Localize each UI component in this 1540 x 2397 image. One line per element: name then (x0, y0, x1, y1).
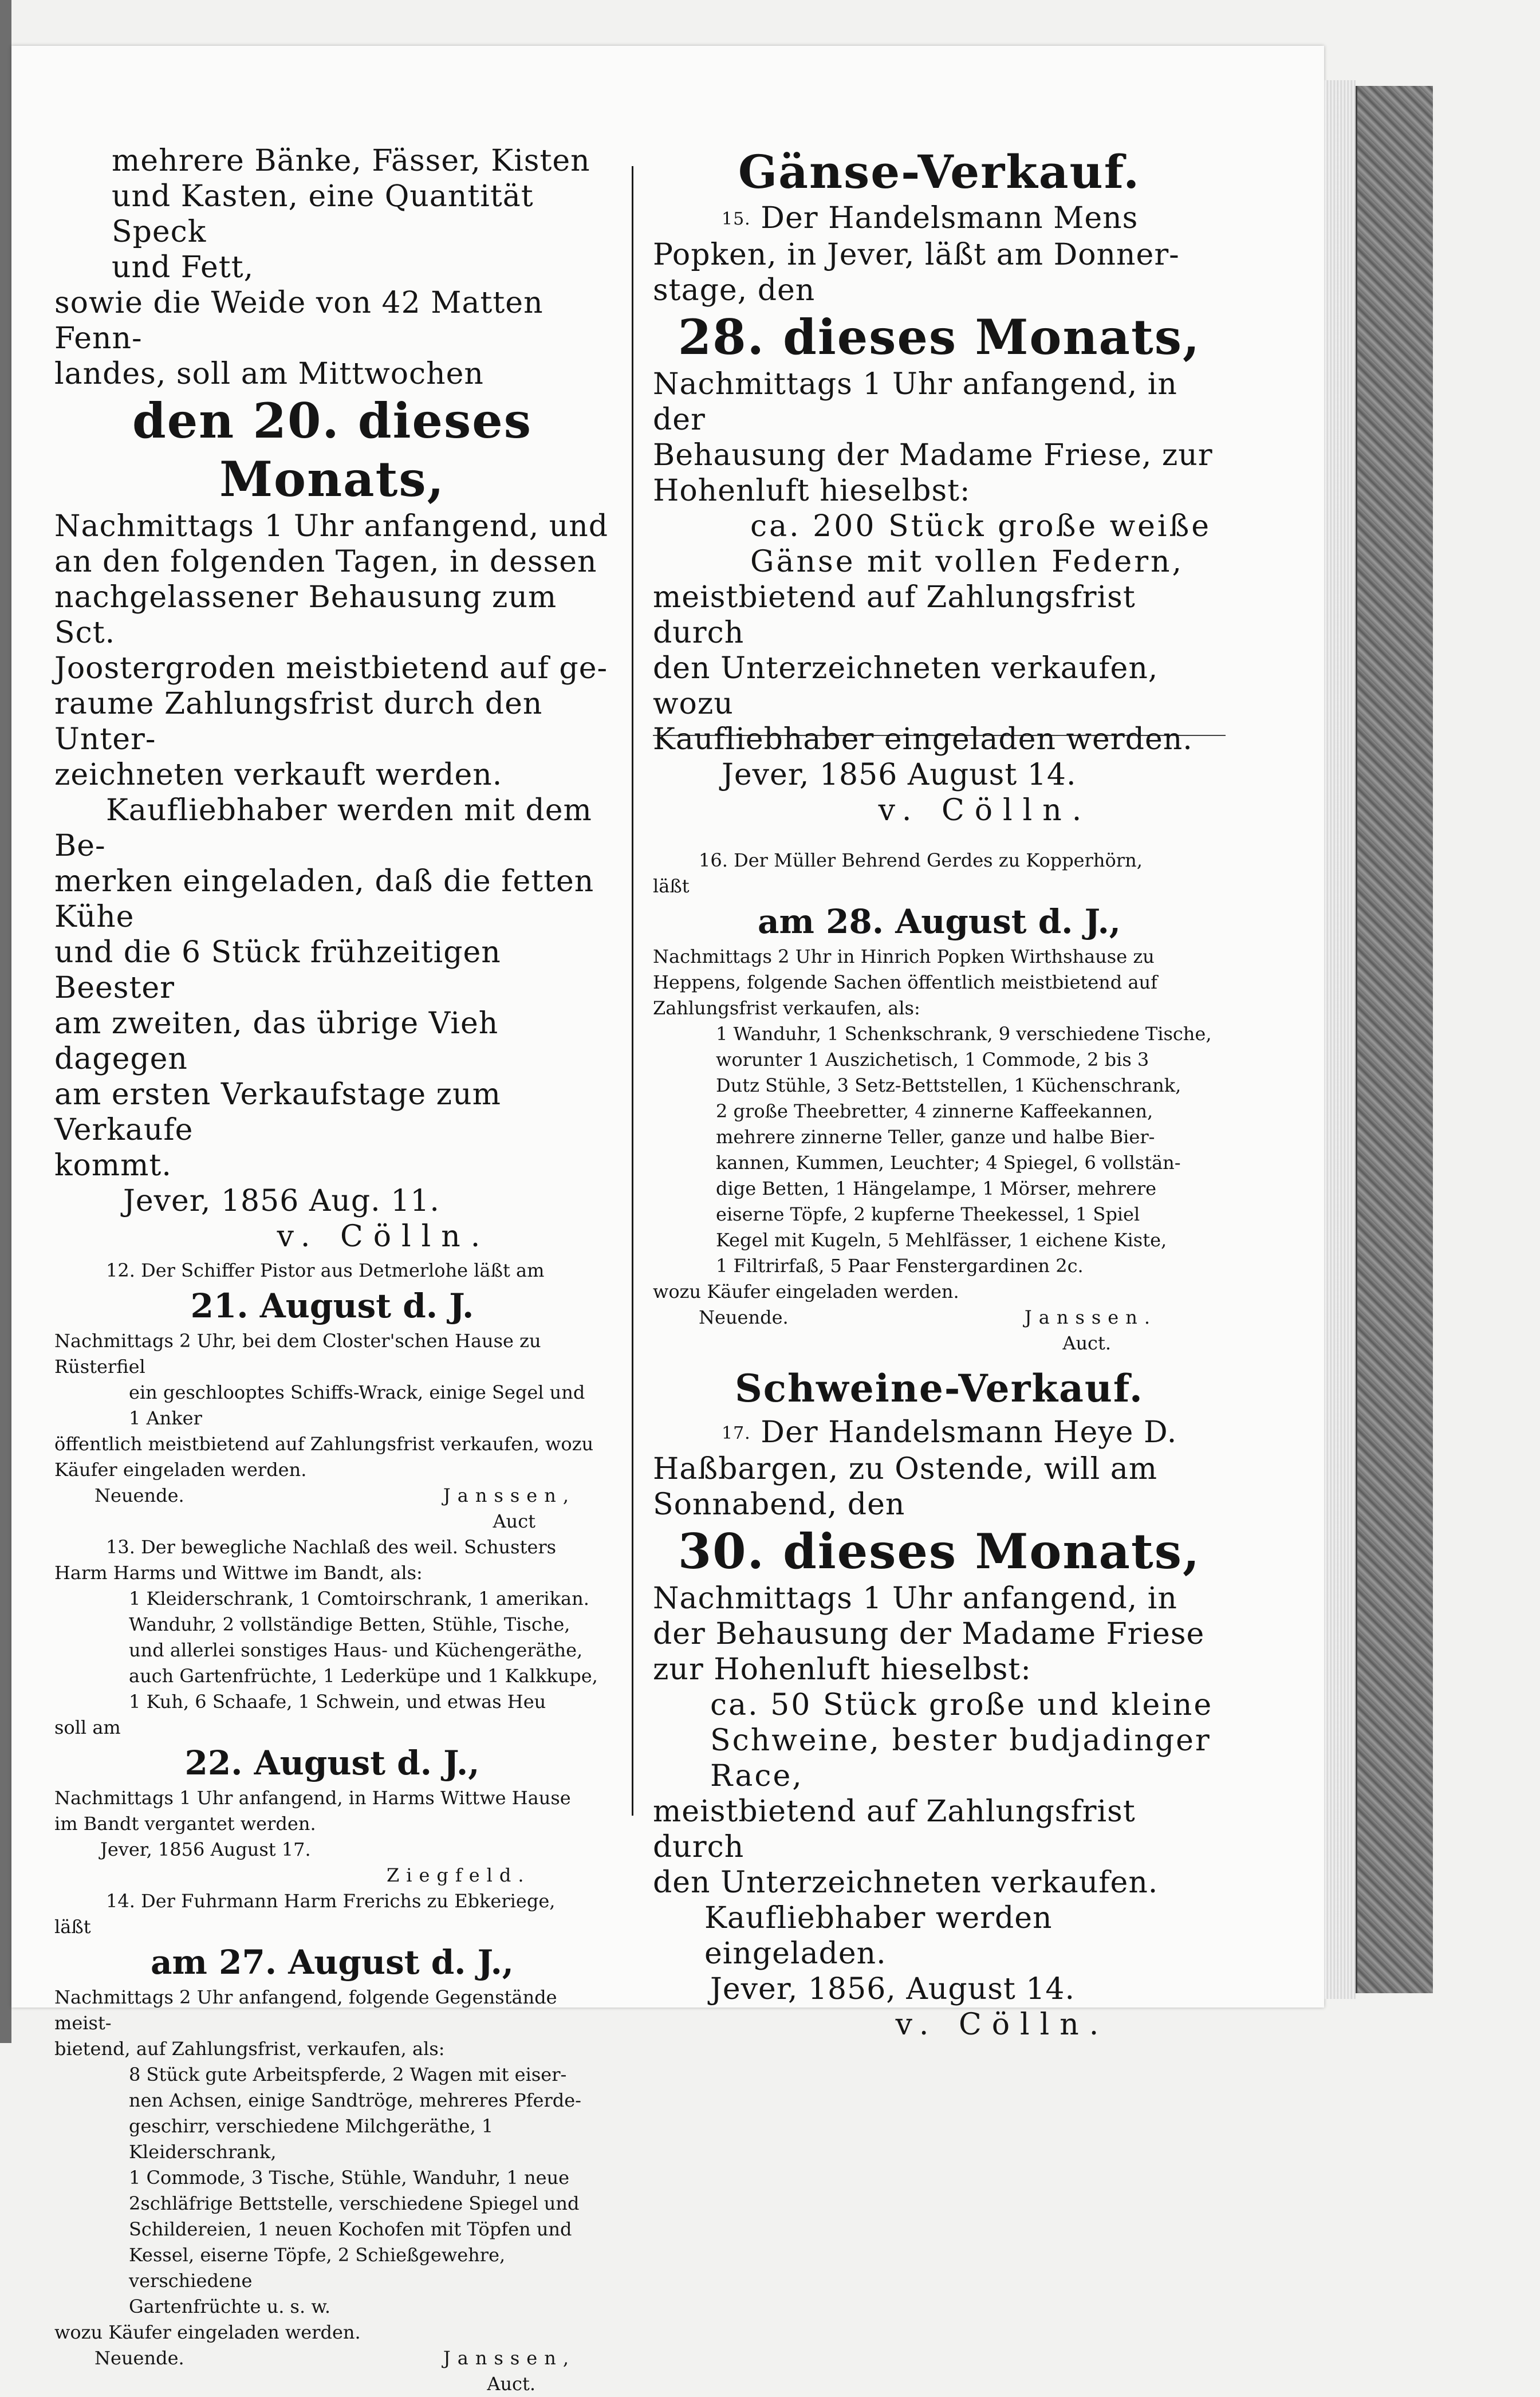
notice-17-terms: Nachmittags 1 Uhr anfangend, in der Behausung der Madame Friese zur Hohenluft hieselbst: (653, 1581, 1205, 1687)
continued-body: sowie die Weide von 42 Matten Fenn- landes, soll am Mittwochen (54, 286, 543, 391)
notice-16-signature: Janssen. (1024, 1306, 1157, 1328)
notice-15-signature: v. Cölln. (878, 793, 1092, 828)
notice-12-signature: Janssen, (443, 1485, 576, 1506)
notice-12-date: 21. August d. J. (190, 1286, 474, 1325)
book-cover (1356, 86, 1433, 1993)
notice-15-title: Gänse-Verkauf. (738, 145, 1141, 199)
notice-16-signature-row (653, 1305, 1226, 1331)
notice-12-items: ein geschlooptes Schiffs-Wrack, einige Segel und 1 Anker (129, 1381, 585, 1429)
notice-14-items: 8 Stück gute Arbeitspferde, 2 Wagen mit eiser- nen Achsen, einige Sandtröge, mehreres Pferde- geschirr, verschiedene Milchgeräthe, 1 Kleiderschrank, 1 Commode, 3 Tische, Stühle, Wanduhr, 1 neue 2schläfrige Bettstelle, verschiedene Spiegel und Schildereien, 1 neuen Kochofen mit Töpfen und Kessel, eiserne Töpfe, 2 Schießgewehre, verschiedene Gartenfrüchte u. s. w. (129, 2064, 581, 2317)
left-column (54, 143, 610, 2397)
continued-place-date: Jever, 1856 Aug. 11. (123, 1184, 440, 1218)
notice-13-date: 22. August d. J., (184, 1743, 480, 1782)
notice-12-sale: öffentlich meistbietend auf Zahlungsfrist verkaufen, wozu Käufer eingeladen werden. (54, 1433, 594, 1481)
notice-12-intro (54, 1258, 610, 1284)
notice-16-intro (653, 848, 1226, 899)
notice-14-intro (54, 1888, 610, 1940)
notice-14-intro-text: Der Fuhrmann Harm Frerichs zu Ebkeriege, läßt (54, 1890, 556, 1938)
notice-17-date-heading: 30. dieses Monats, (678, 1523, 1201, 1580)
notice-14-closing: wozu Käufer eingeladen werden. (54, 2321, 361, 2343)
notice-17-place-date: Jever, 1856, August 14. (710, 1972, 1075, 2006)
notice-16-place: Neuende. (699, 1306, 789, 1328)
notice-16-intro-text: Der Müller Behrend Gerdes zu Kopperhörn, läßt (653, 849, 1143, 897)
notice-15-intro-rest: Popken, in Jever, läßt am Donner- stage, den (653, 238, 1180, 308)
notice-13-intro (54, 1534, 610, 1586)
notice-14-signature-row (54, 2345, 610, 2371)
notice-12-place: Neuende. (94, 1485, 184, 1506)
notice-13-number: 13. (106, 1536, 135, 1558)
column-rule (632, 166, 633, 1816)
notice-17-number: 17. (722, 1423, 751, 1443)
notice-17-items: ca. 50 Stück große und kleine Schweine, bester budjadinger Race, (710, 1688, 1214, 1793)
notice-15-place-date: Jever, 1856 August 14. (722, 758, 1077, 792)
notice-12-terms: Nachmittags 2 Uhr, bei dem Closter'schen Hause zu Rüsterfiel (54, 1330, 541, 1377)
notice-17-signature: v. Cölln. (895, 2008, 1109, 2042)
notice-14-number: 14. (106, 1890, 135, 1912)
notice-15-intro-first (653, 200, 1226, 237)
notice-14-terms: Nachmittags 2 Uhr anfangend, folgende Gegenstände meist- bietend, auf Zahlungsfrist, verkaufen, als: (54, 1986, 557, 2060)
notice-17-title: Schweine-Verkauf. (735, 1366, 1144, 1411)
notice-15-date-heading: 28. dieses Monats, (678, 309, 1201, 365)
notice-17-intro-first-text: Der Handelsmann Heye D. (761, 1415, 1177, 1450)
notice-13-intro-text: Der bewegliche Nachlaß des weil. Schusters Harm Harms und Wittwe im Bandt, als: (54, 1536, 557, 1584)
notice-15-intro-first-text: Der Handelsmann Mens (761, 201, 1139, 235)
notice-12-role: Auct (493, 1510, 535, 1532)
binding-gutter (0, 0, 11, 2043)
notice-15-number: 15. (722, 209, 751, 229)
notice-14-signature: Janssen, (443, 2347, 576, 2369)
notice-15-sale: meistbietend auf Zahlungsfrist durch den Unterzeichneten verkaufen, wozu Kaufliebhaber eingeladen werden. (653, 580, 1193, 757)
notice-12-intro-text: Der Schiffer Pistor aus Detmerlohe läßt am (141, 1259, 545, 1281)
notice-17-intro-first (653, 1415, 1226, 1451)
notice-16-closing: wozu Käufer eingeladen werden. (653, 1281, 959, 1302)
continued-items: mehrere Bänke, Fässer, Kisten und Kasten, eine Quantität Speck und Fett, (112, 144, 590, 285)
notice-13-terms: Nachmittags 1 Uhr anfangend, in Harms Wittwe Hause im Bandt vergantet werden. (54, 1787, 571, 1835)
right-column (653, 143, 1226, 2042)
continued-note: Kaufliebhaber werden mit dem Be- merken eingeladen, daß die fetten Kühe und die 6 Stück frühzeitigen Beester am zweiten, das übrige Vieh dagegen am ersten Verkaufstage zum Verkaufe kommt. (54, 793, 594, 1183)
notice-13-signature: Ziegfeld. (387, 1864, 531, 1886)
notice-12-number: 12. (106, 1259, 135, 1281)
notice-14-role: Auct. (487, 2373, 535, 2395)
notice-17-sale: meistbietend auf Zahlungsfrist durch den Unterzeichneten verkaufen. (653, 1794, 1159, 1900)
notice-17-invite: Kaufliebhaber werden eingeladen. (704, 1901, 1053, 1971)
notice-15-terms: Nachmittags 1 Uhr anfangend, in der Behausung der Madame Friese, zur Hohenluft hieselbst: (653, 367, 1213, 508)
page-edges (1324, 80, 1356, 1999)
continued-terms: Nachmittags 1 Uhr anfangend, und an den folgenden Tagen, in dessen nachgelassener Behausung zum Sct. Joostergroden meistbietend auf ge- raume Zahlungsfrist durch den Unter- zeichneten verkauft werden. (54, 509, 609, 792)
notice-16-date: am 28. August d. J., (757, 902, 1121, 941)
notice-16-terms: Nachmittags 2 Uhr in Hinrich Popken Wirthshause zu Heppens, folgende Sachen öffentlich meistbietend auf Zahlungsfrist verkaufen, als: (653, 946, 1157, 1019)
notice-15-items: ca. 200 Stück große weiße Gänse mit vollen Federn, (750, 509, 1212, 579)
continued-signature: v. Cölln. (277, 1219, 491, 1254)
notice-16-number: 16. (699, 849, 728, 871)
notice-13-place-date: Jever, 1856 August 17. (100, 1839, 311, 1860)
continued-date-heading: den 20. dieses Monats, (132, 392, 532, 507)
notice-14-date: am 27. August d. J., (150, 1943, 514, 1982)
notice-16-items: 1 Wanduhr, 1 Schenkschrank, 9 verschiedene Tische, worunter 1 Auszichetisch, 1 Commode, 2 bis 3 Dutz Stühle, 3 Setz-Bettstellen, 1 Küchenschrank, 2 große Theebretter, 4 zinnerne Kaffeekannen, mehrere zinnerne Teller, ganze und halbe Bier- kannen, Kummen, Leuchter; 4 Spiegel, 6 vollstän- dige Betten, 1 Hängelampe, 1 Mörser, mehrere eiserne Töpfe, 2 kupferne Theekessel, 1 Spiel Kegel mit Kugeln, 5 Mehlfässer, 1 eichene Kiste, 1 Filtrirfaß, 5 Paar Fenstergardinen 2c. (716, 1023, 1212, 1277)
notice-13-soll: soll am (54, 1717, 121, 1738)
notice-12-signature-row (54, 1483, 610, 1509)
notice-17-intro-rest: Haßbargen, zu Ostende, will am Sonnabend, den (653, 1452, 1158, 1522)
notice-13-items: 1 Kleiderschrank, 1 Comtoirschrank, 1 amerikan. Wanduhr, 2 vollständige Betten, Stühle, Tische, und allerlei sonstiges Haus- und Küchengeräthe, auch Gartenfrüchte, 1 Lederküpe und 1 Kalkkupe, 1 Kuh, 6 Schaafe, 1 Schwein, und etwas Heu (129, 1588, 598, 1713)
notice-14-place: Neuende. (94, 2347, 184, 2369)
notice-16-role: Auct. (1062, 1332, 1111, 1354)
